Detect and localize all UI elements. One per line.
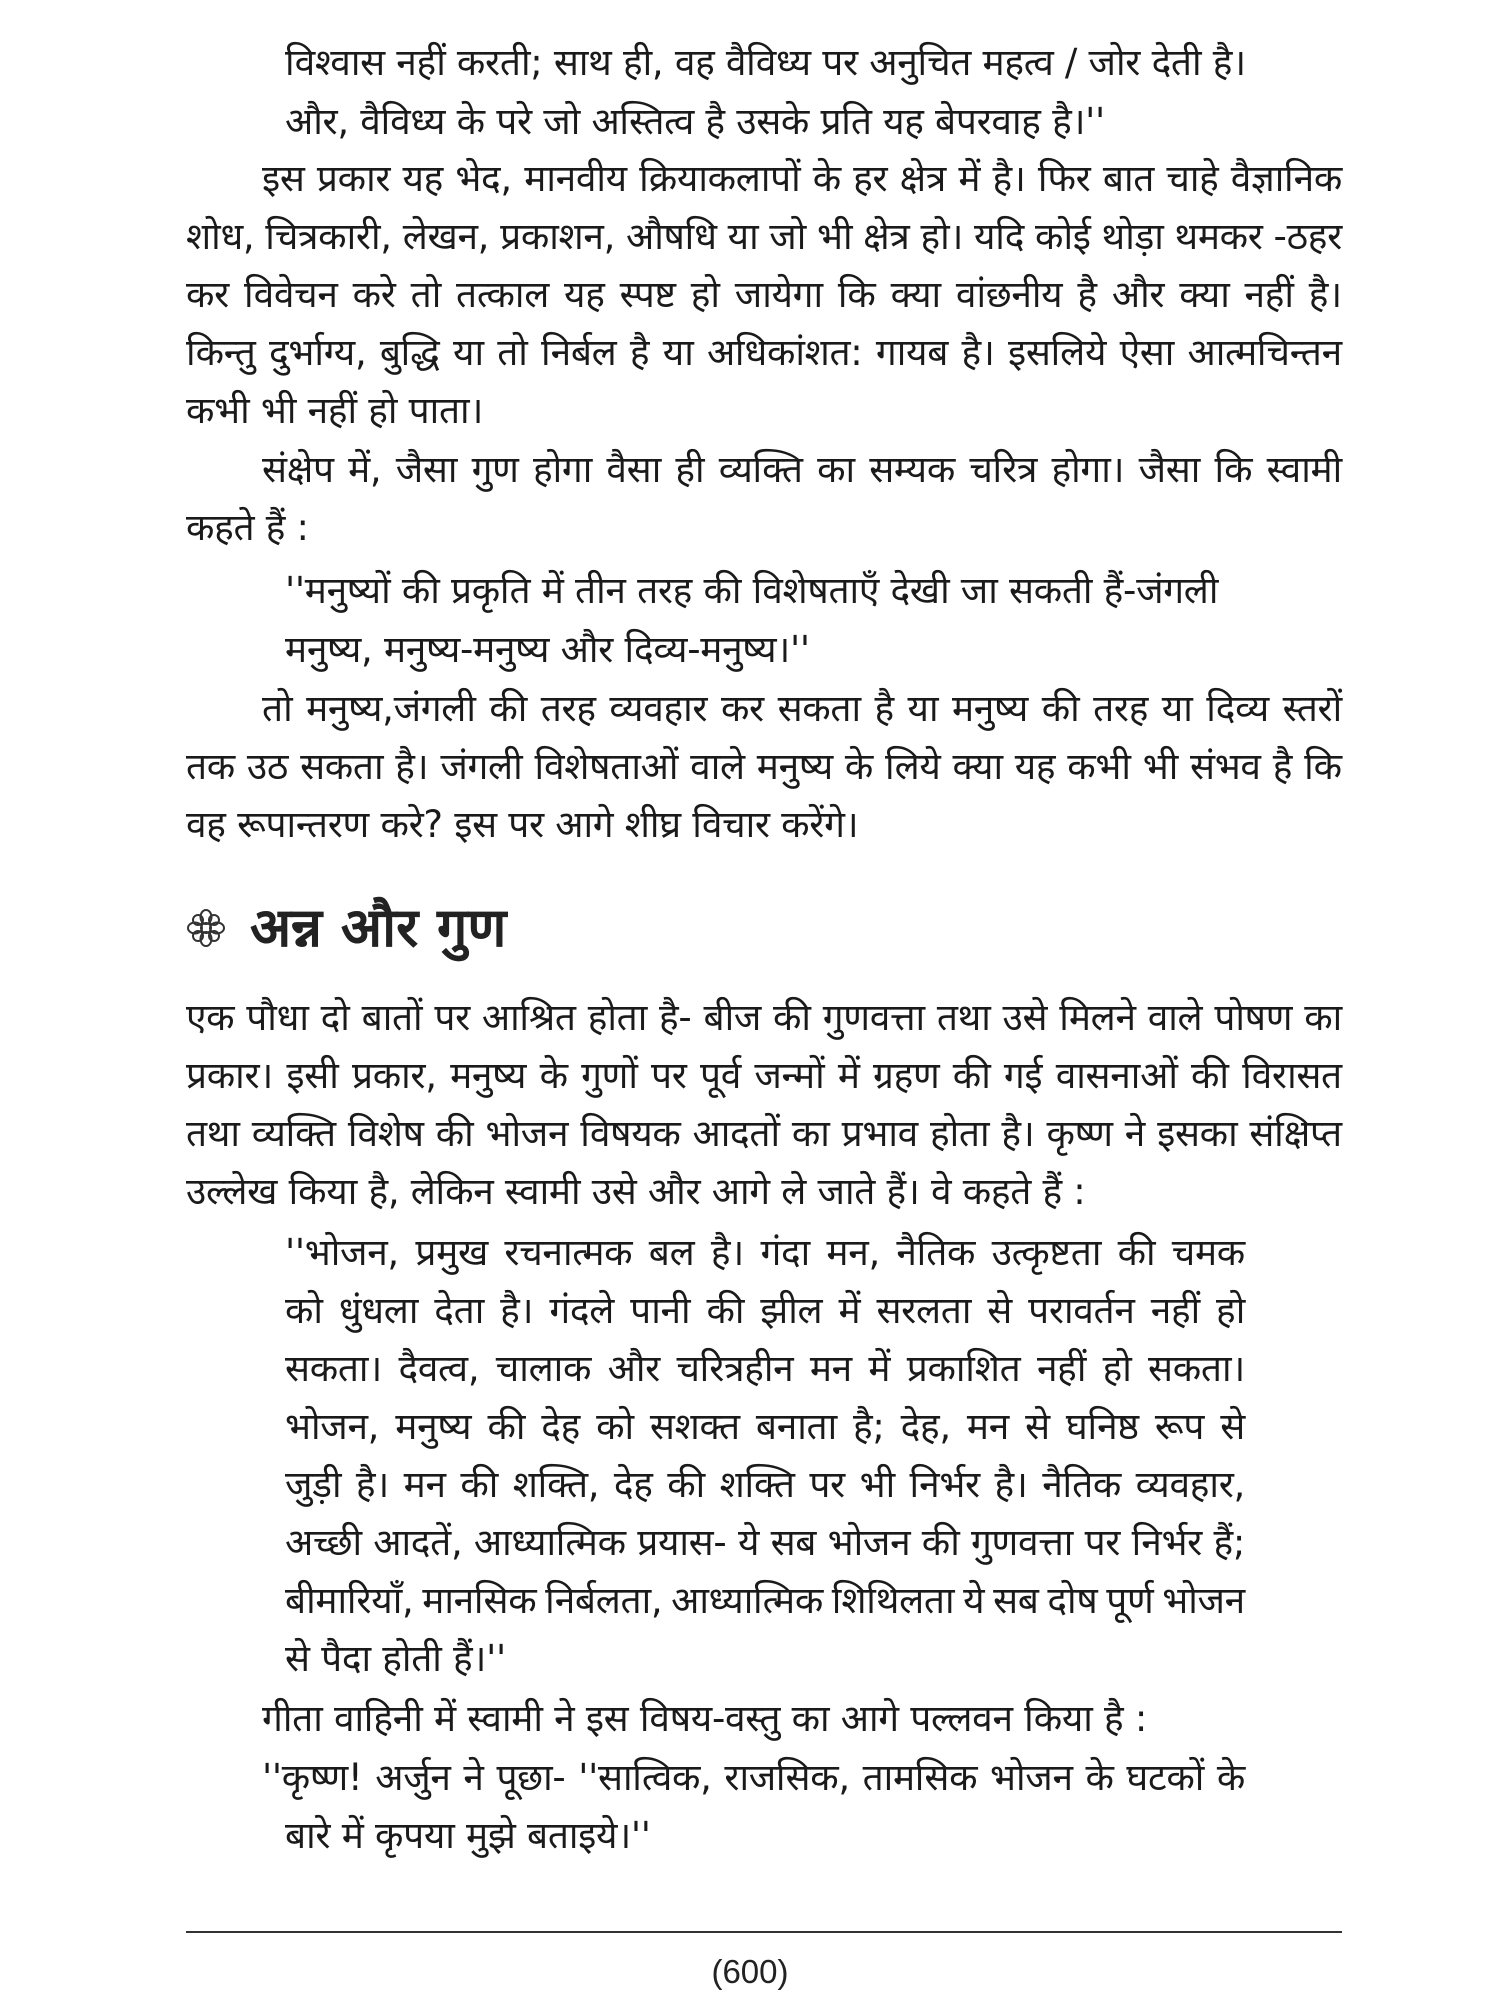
text-line: प्रकार। इसी प्रकार, मनुष्य के गुणों पर पूर्व जन्मों में ग्रहण की गई वासनाओं की विरासत — [186, 1054, 1342, 1097]
text-line: संक्षेप में, जैसा गुण होगा वैसा ही व्यक्ति का सम्यक चरित्र होगा। जैसा कि स्वामी — [262, 448, 1342, 491]
text-line: कभी भी नहीं हो पाता। — [186, 389, 484, 432]
page-number: (600) — [711, 1953, 789, 1990]
section-heading — [186, 888, 506, 968]
footer-rule — [186, 1931, 1342, 1933]
quote-line: से पैदा होती हैं।'' — [285, 1637, 506, 1680]
text-line: उल्लेख किया है, लेकिन स्वामी उसे और आगे ले जाते हैं। वे कहते हैं : — [186, 1170, 1086, 1213]
quote-line: सकता। दैवत्व, चालाक और चरित्रहीन मन में प्रकाशित नहीं हो सकता। — [285, 1347, 1245, 1390]
quote-line: बारे में कृपया मुझे बताइये।'' — [285, 1814, 651, 1857]
text-line: किन्तु दुर्भाग्य, बुद्धि या तो निर्बल है या अधिकांशत: गायब है। इसलिये ऐसा आत्मचिन्तन — [186, 331, 1342, 374]
quote-line: ''भोजन, प्रमुख रचनात्मक बल है। गंदा मन, नैतिक उत्कृष्टता की चमक — [285, 1231, 1245, 1274]
text-line: कर विवेचन करे तो तत्काल यह स्पष्ट हो जायेगा कि क्या वांछनीय है और क्या नहीं है। — [186, 273, 1342, 316]
quote-line: जुड़ी है। मन की शक्ति, देह की शक्ति पर भी निर्भर है। नैतिक व्यवहार, — [285, 1463, 1245, 1506]
quote-line: बीमारियाँ, मानसिक निर्बलता, आध्यात्मिक शिथिलता ये सब दोष पूर्ण भोजन — [285, 1579, 1245, 1622]
text-line: तक उठ सकता है। जंगली विशेषताओं वाले मनुष्य के लिये क्या यह कभी भी संभव है कि — [186, 745, 1342, 788]
quote-line: को धुंधला देता है। गंदले पानी की झील में सरलता से परावर्तन नहीं हो — [285, 1289, 1245, 1332]
quote-line: ''मनुष्यों की प्रकृति में तीन तरह की विशेषताएँ देखी जा सकती हैं-जंगली — [285, 569, 1219, 612]
quote-line: मनुष्य, मनुष्य-मनुष्य और दिव्य-मनुष्य।'' — [285, 628, 810, 671]
text-line: एक पौधा दो बातों पर आश्रित होता है- बीज की गुणवत्ता तथा उसे मिलने वाले पोषण का — [186, 996, 1342, 1039]
text-line: इस प्रकार यह भेद, मानवीय क्रियाकलापों के हर क्षेत्र में है। फिर बात चाहे वैज्ञानिक — [262, 157, 1342, 200]
text-line: कहते हैं : — [186, 506, 309, 549]
quote-line: भोजन, मनुष्य की देह को सशक्त बनाता है; देह, मन से घनिष्ठ रूप से — [285, 1405, 1245, 1448]
flower-icon — [186, 908, 226, 948]
text-line: विश्वास नहीं करती; साथ ही, वह वैविध्य पर अनुचित महत्व / जोर देती है। — [285, 41, 1246, 84]
text-line: गीता वाहिनी में स्वामी ने इस विषय-वस्तु का आगे पल्लवन किया है : — [262, 1697, 1148, 1740]
text-line: वह रूपान्तरण करे? इस पर आगे शीघ्र विचार करेंगे। — [186, 803, 859, 846]
text-line: और, वैविध्य के परे जो अस्तित्व है उसके प्रति यह बेपरवाह है।'' — [285, 100, 1105, 143]
section-title: अन्न और गुण — [250, 896, 507, 959]
text-line: शोध, चित्रकारी, लेखन, प्रकाशन, औषधि या जो भी क्षेत्र हो। यदि कोई थोड़ा थमकर -ठहर — [186, 215, 1342, 258]
quote-line: ''कृष्ण! अर्जुन ने पूछा- ''सात्विक, राजसिक, तामसिक भोजन के घटकों के — [262, 1756, 1245, 1799]
text-line: तथा व्यक्ति विशेष की भोजन विषयक आदतों का प्रभाव होता है। कृष्ण ने इसका संक्षिप्त — [186, 1112, 1342, 1155]
text-line: तो मनुष्य,जंगली की तरह व्यवहार कर सकता है या मनुष्य की तरह या दिव्य स्तरों — [262, 687, 1342, 730]
quote-line: अच्छी आदतें, आध्यात्मिक प्रयास- ये सब भोजन की गुणवत्ता पर निर्भर हैं; — [285, 1521, 1245, 1564]
